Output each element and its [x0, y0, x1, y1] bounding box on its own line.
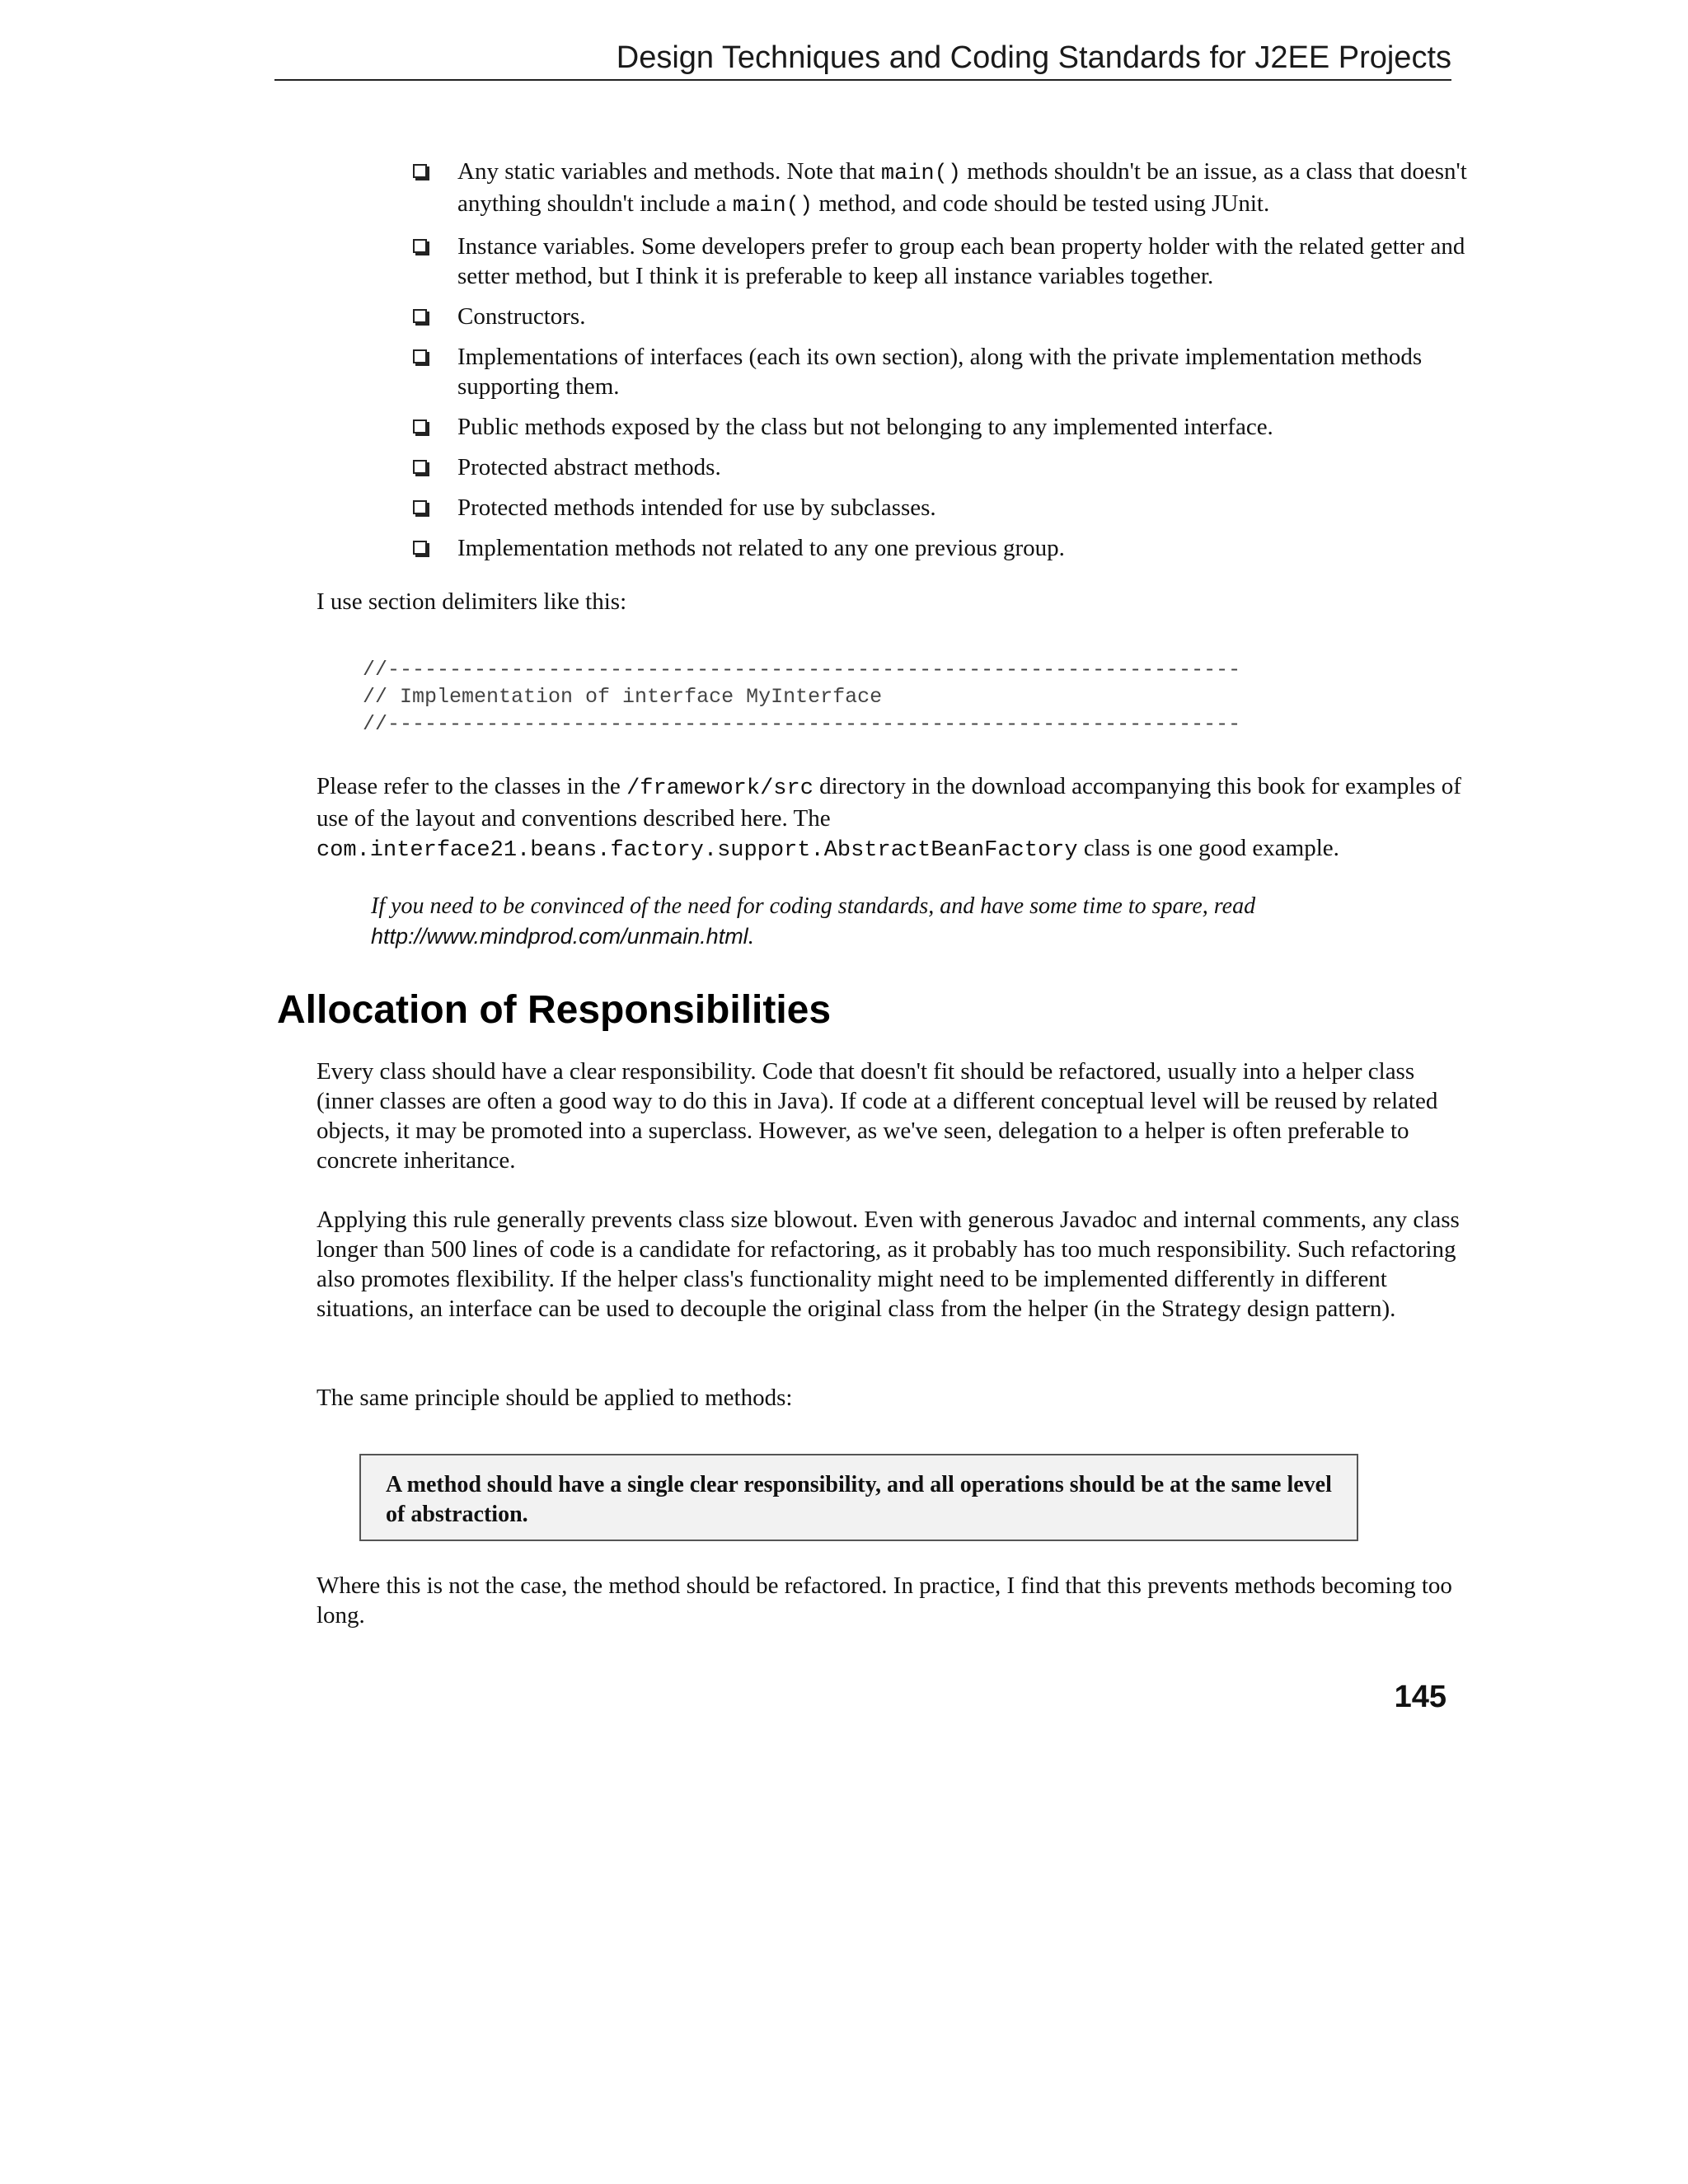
list-item: Public methods exposed by the class but not belonging to any implemented interface. [408, 412, 1479, 442]
code-line: // Implementation of interface MyInterface [363, 685, 883, 709]
checkbox-bullet-icon [413, 309, 427, 323]
closing-paragraph: Where this is not the case, the method should be refactored. In practice, I find that this prevents methods becoming too long. [316, 1572, 1452, 1629]
body-paragraph: Every class should have a clear responsibility. Code that doesn't fit should be refactored, usually into a helper class (inner classes are often a good way to do this in Java). If code at a different conceptual level will be reused by related objects, it may be promoted into a superclass. However, as we've seen, delegation to a helper is often preferable to concrete inheritance. [316, 1058, 1438, 1174]
body-paragraph: The same principle should be applied to methods: [316, 1385, 793, 1411]
inline-code: main() [880, 162, 962, 186]
inline-code: com.interface21.beans.factory.support.AbstractBeanFactory [316, 838, 1078, 863]
checkbox-bullet-icon [413, 164, 427, 178]
list-item: Implementation methods not related to any one previous group. [408, 533, 1479, 563]
list-item: Constructors. [408, 302, 1479, 331]
inline-code: main() [732, 194, 814, 218]
code-line: //--------------------------------------------------------------------- [363, 658, 1241, 682]
callout-box: A method should have a single clear responsibility, and all operations should be at the same level of abstraction. [359, 1454, 1358, 1541]
refer-paragraph: Please refer to the classes in the /framework/src directory in the download accompanying this book for examples of use of the layout and conventions described here. The com.interface21.beans.factory.support.AbstractBeanFactory class is one good example. [316, 773, 1461, 863]
note-link[interactable]: http://www.mindprod.com/unmain.html [371, 924, 748, 949]
checkbox-bullet-icon [413, 239, 427, 253]
list-item: Instance variables. Some developers prefer to group each bean property holder with the related getter and setter method, but I think it is preferable to keep all instance variables together. [408, 232, 1479, 291]
list-item: Protected methods intended for use by subclasses. [408, 493, 1479, 523]
body-paragraph: Applying this rule generally prevents class size blowout. Even with generous Javadoc and internal comments, any class longer than 500 lines of code is a candidate for refactoring, as it probably has too much responsibility. Such refactoring also promotes flexibility. If the helper class's functionality might need to be implemented differently in different situations, an interface can be used to decouple the original class from the helper (in the Strategy design pattern). [316, 1207, 1460, 1322]
list-item: Any static variables and methods. Note that main() methods shouldn't be an issue, as a class that doesn't anything shouldn't include a main() method, and code should be tested using JUnit. [408, 157, 1479, 221]
code-line: //--------------------------------------------------------------------- [363, 712, 1241, 736]
checkbox-bullet-icon [413, 349, 427, 363]
code-block [363, 656, 1240, 738]
bullet-list [408, 157, 1479, 574]
list-item: Protected abstract methods. [408, 452, 1479, 482]
checkbox-bullet-icon [413, 460, 427, 474]
section-heading: Allocation of Responsibilities [277, 988, 832, 1032]
inline-code: /framework/src [626, 776, 814, 801]
running-header: Design Techniques and Coding Standards for J2EE Projects [274, 36, 1451, 81]
delimiters-intro: I use section delimiters like this: [316, 588, 627, 615]
italic-note: If you need to be convinced of the need for coding standards, and have some time to spare, read http://www.mindprod.com/unmain.html. [371, 893, 1256, 949]
checkbox-bullet-icon [413, 419, 427, 434]
page-number: 145 [1394, 1680, 1447, 1714]
checkbox-bullet-icon [413, 500, 427, 514]
list-item: Implementations of interfaces (each its own section), along with the private implementation methods supporting them. [408, 342, 1479, 401]
checkbox-bullet-icon [413, 541, 427, 555]
